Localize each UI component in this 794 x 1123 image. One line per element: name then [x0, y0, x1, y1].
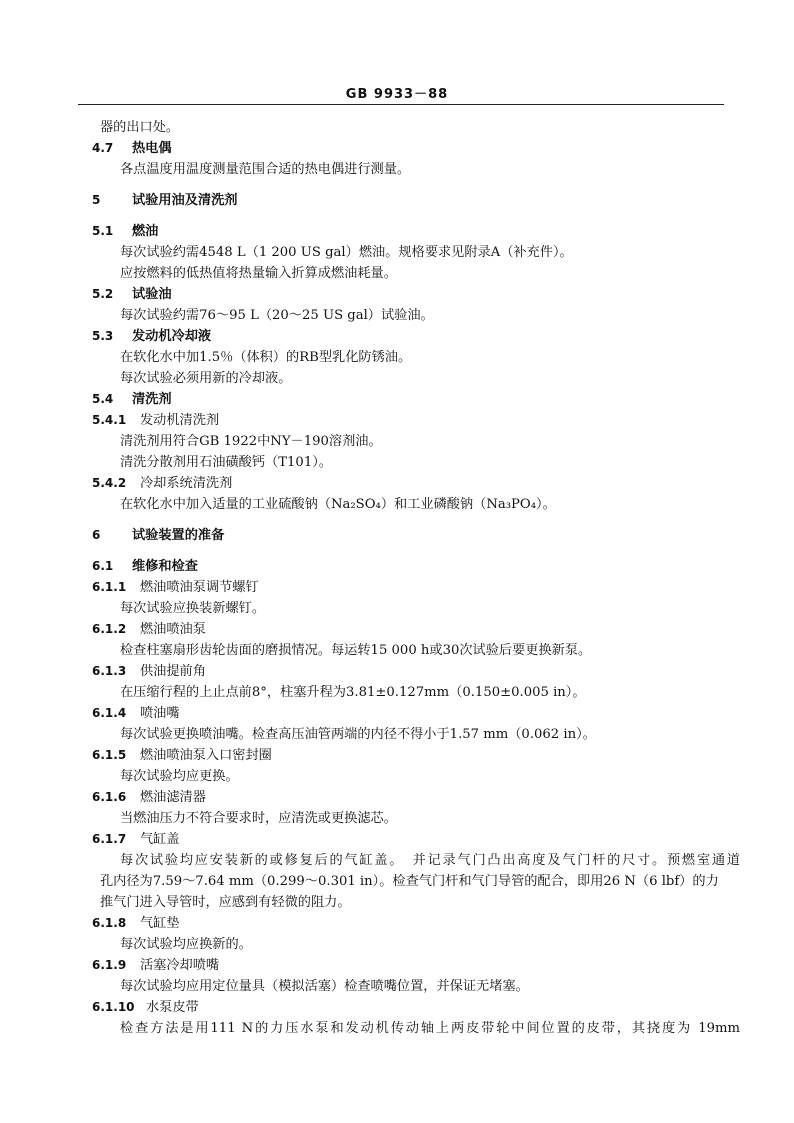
section-title: 燃油 — [132, 224, 159, 239]
paragraph-line: 器的出口处。 — [100, 120, 180, 135]
section-heading — [0, 913, 794, 934]
section-number: 6.1.9 — [92, 958, 127, 972]
section-title: 燃油喷油泵入口密封圈 — [140, 748, 272, 763]
section-title: 气缸垫 — [140, 916, 180, 931]
section-heading — [0, 577, 794, 598]
section-heading — [0, 190, 794, 211]
section-heading — [0, 703, 794, 724]
section-heading — [0, 619, 794, 640]
section-heading — [0, 829, 794, 850]
section-gap — [0, 546, 794, 556]
paragraph-line: 每次试验均应更换。 — [120, 769, 239, 784]
section-number: 4.7 — [92, 141, 114, 155]
section-heading — [0, 138, 794, 159]
section-title: 水泵皮带 — [146, 1000, 199, 1015]
paragraph-line: 检查方法是用111 N的力压水泵和发动机传动轴上两皮带轮中间位置的皮带，其挠度为 19mm — [120, 1021, 740, 1036]
section-title: 燃油喷油泵 — [140, 622, 206, 637]
section-gap — [0, 180, 794, 190]
paragraph-line: 推气门进入导管时，应感到有轻微的阻力。 — [100, 895, 351, 910]
section-gap — [0, 515, 794, 525]
section-title: 喷油嘴 — [140, 706, 180, 721]
section-number: 5.3 — [92, 329, 114, 343]
running-header: GB 9933－88 — [345, 87, 449, 102]
section-heading — [0, 556, 794, 577]
section-heading — [0, 661, 794, 682]
section-number: 5.4.1 — [92, 413, 127, 427]
paragraph-line: 检查柱塞扇形齿轮齿面的磨损情况。每运转15 000 h或30次试验后要更换新泵。 — [120, 643, 592, 658]
section-number: 6.1.10 — [92, 1000, 135, 1014]
section-number: 6.1.4 — [92, 706, 127, 720]
paragraph-line: 清洗分散剂用石油磺酸钙（T101）。 — [120, 455, 332, 470]
section-title: 燃油喷油泵调节螺钉 — [140, 580, 259, 595]
section-heading — [0, 284, 794, 305]
section-title: 维修和检查 — [132, 559, 198, 574]
section-heading — [0, 525, 794, 546]
paragraph-line: 每次试验必须用新的冷却液。 — [120, 371, 292, 386]
paragraph-line: 在软化水中加1.5％（体积）的RB型乳化防锈油。 — [120, 350, 412, 365]
section-title: 发动机清洗剂 — [140, 413, 220, 428]
paragraph-line: 每次试验约需4548 L（1 200 US gal）燃油。规格要求见附录A（补充件）。 — [120, 245, 573, 260]
section-heading — [0, 389, 794, 410]
paragraph-line: 在压缩行程的上止点前8°，柱塞升程为3.81±0.127mm（0.150±0.005 in）。 — [120, 685, 586, 700]
section-title: 试验用油及清洗剂 — [132, 193, 238, 208]
paragraph-line: 当燃油压力不符合要求时，应清洗或更换滤芯。 — [120, 811, 397, 826]
paragraph-line: 清洗剂用符合GB 1922中NY－190溶剂油。 — [120, 434, 382, 449]
section-heading — [0, 410, 794, 431]
section-title: 热电偶 — [132, 141, 172, 156]
section-title: 发动机冷却液 — [132, 329, 212, 344]
paragraph-line: 每次试验均应用定位量具（模拟活塞）检查喷嘴位置，并保证无堵塞。 — [120, 979, 529, 994]
section-number: 5.4.2 — [92, 476, 127, 490]
paragraph-line: 每次试验均应换新的。 — [120, 937, 252, 952]
paragraph-line: 在软化水中加入适量的工业硫酸钠（Na₂SO₄）和工业磷酸钠（Na₃PO₄）。 — [120, 497, 556, 512]
paragraph-line: 每次试验应换装新螺钉。 — [120, 601, 266, 616]
section-number: 6.1.6 — [92, 790, 127, 804]
section-number: 6.1.8 — [92, 916, 127, 930]
section-title: 供油提前角 — [140, 664, 206, 679]
section-gap — [0, 211, 794, 221]
section-number: 5.2 — [92, 287, 114, 301]
section-heading — [0, 326, 794, 347]
section-heading — [0, 997, 794, 1018]
section-number: 6.1.5 — [92, 748, 127, 762]
section-number: 6.1.2 — [92, 622, 127, 636]
document-body — [0, 117, 794, 1039]
paragraph-line: 每次试验约需76～95 L（20～25 US gal）试验油。 — [120, 308, 434, 323]
section-title: 燃油滤清器 — [140, 790, 206, 805]
section-title: 试验装置的准备 — [132, 528, 225, 543]
section-number: 6 — [92, 528, 101, 542]
paragraph-line: 应按燃料的低热值将热量输入折算成燃油耗量。 — [120, 266, 397, 281]
section-title: 冷却系统清洗剂 — [140, 476, 233, 491]
header-rule — [78, 104, 724, 105]
section-number: 6.1.3 — [92, 664, 127, 678]
section-heading — [0, 955, 794, 976]
section-number: 5.4 — [92, 392, 114, 406]
section-heading — [0, 221, 794, 242]
paragraph-line: 每次试验更换喷油嘴。检查高压油管两端的内径不得小于1.57 mm（0.062 in）。 — [120, 727, 596, 742]
section-number: 6.1.7 — [92, 832, 127, 846]
section-title: 清洗剂 — [132, 392, 172, 407]
section-heading — [0, 787, 794, 808]
section-number: 6.1.1 — [92, 580, 127, 594]
paragraph-line: 每次试验均应安装新的或修复后的气缸盖。 并记录气门凸出高度及气门杆的尺寸。预燃室通道 — [120, 853, 740, 868]
section-title: 气缸盖 — [140, 832, 180, 847]
section-number: 5.1 — [92, 224, 114, 238]
section-title: 试验油 — [132, 287, 172, 302]
paragraph-line: 孔内径为7.59～7.64 mm（0.299～0.301 in）。检查气门杆和气门导管的配合，即用26 N（6 lbf）的力 — [100, 874, 719, 889]
section-number: 5 — [92, 193, 101, 207]
section-number: 6.1 — [92, 559, 114, 573]
section-title: 活塞冷却喷嘴 — [140, 958, 220, 973]
section-heading — [0, 473, 794, 494]
section-heading — [0, 745, 794, 766]
paragraph-line: 各点温度用温度测量范围合适的热电偶进行测量。 — [120, 162, 411, 177]
